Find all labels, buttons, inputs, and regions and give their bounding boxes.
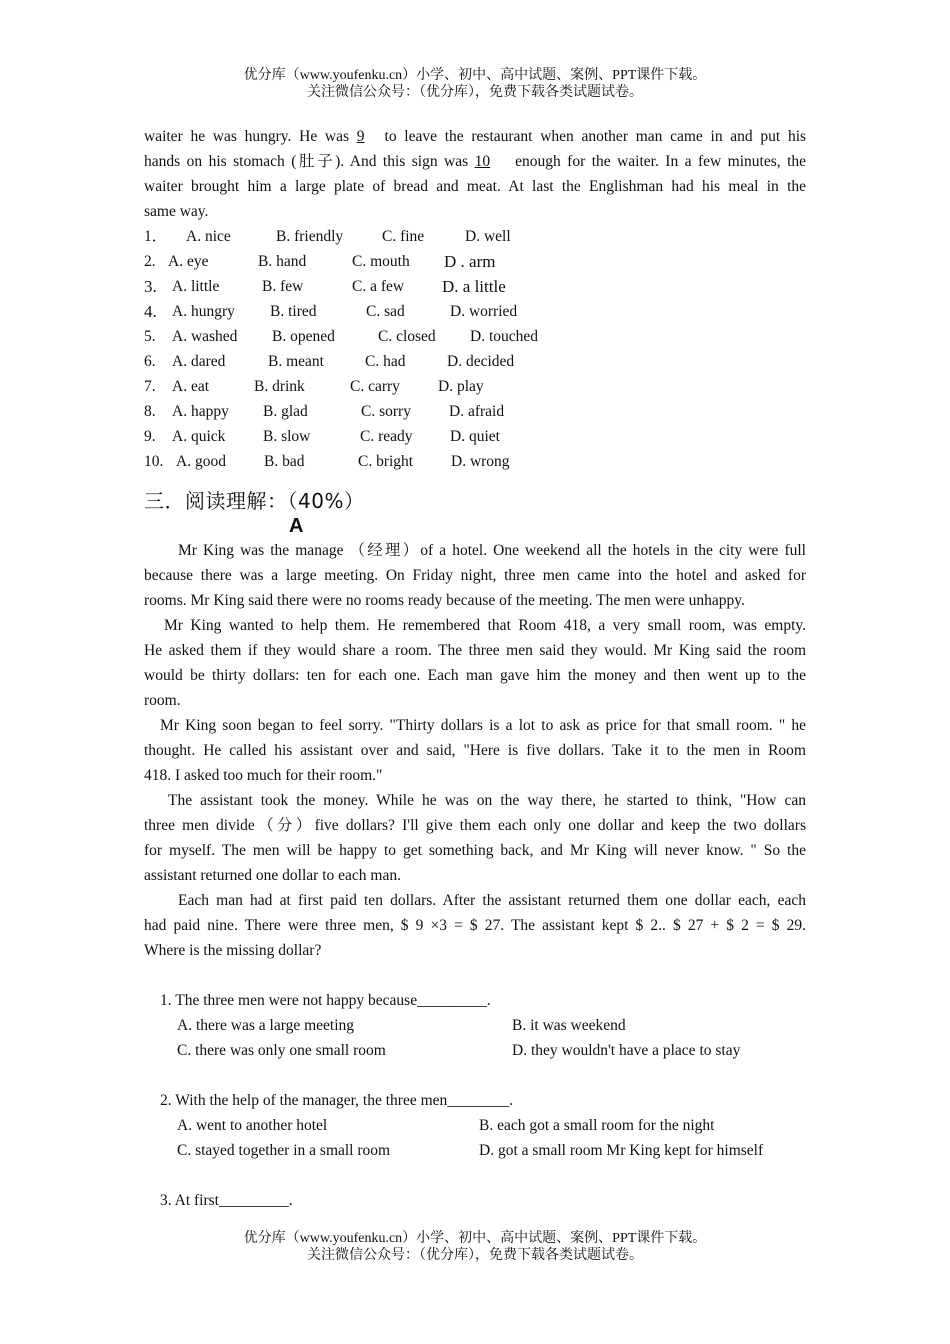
header-line-2: 关注微信公众号：（优分库），免费下载各类试题试卷。 (307, 85, 643, 100)
blank-9: 9 (356, 128, 365, 145)
cloze-options (144, 224, 806, 474)
option-row-10: 10. A. good B. bad C. bright D. wrong (144, 453, 510, 470)
question-3 (144, 1188, 806, 1213)
option-row-7: 7. A. eat B. drink C. carry D. play (144, 378, 484, 395)
option-b: B. each got a small room for the night (479, 1117, 715, 1134)
cloze-line: waiter he was hungry. He was 9 to leave the restaurant when another man came in and put his (144, 124, 806, 149)
page-content (144, 124, 806, 1213)
question-stem: 2. With the help of the manager, the three men________. (160, 1092, 514, 1109)
option-row-8: 8. A. happy B. glad C. sorry D. afraid (144, 403, 505, 420)
question-2 (144, 1088, 806, 1163)
option-row-3: 3. A. little B. few C. a few D. a little (144, 277, 506, 296)
footer-line-2: 关注微信公众号：（优分库），免费下载各类试题试卷。 (307, 1248, 643, 1263)
cloze-line: hands on his stomach (肚子). And this sign was 10 enough for the waiter. In a few minutes, the (144, 149, 806, 174)
paragraph-4: The assistant took the money. While he was on the way there, he started to think, "How can three men divide（分）five dollars? I'll give them each only one dollar and keep the two dollars for myself. The men will be happy to get something back, and Mr King will never know. " So the assistant returned one dollar to each man. (144, 792, 806, 884)
question-1 (144, 988, 806, 1063)
section-title: 三．阅读理解：（40%） (144, 489, 365, 513)
option-d: D. they wouldn't have a place to stay (512, 1042, 741, 1059)
option-row-5: 5. A. washed B. opened C. closed D. touched (144, 328, 539, 345)
question-stem: 1. The three men were not happy because_________. (160, 992, 491, 1009)
blank-10: 10 (474, 153, 491, 170)
paragraph-2: Mr King wanted to help them. He remembered that Room 418, a very small room, was empty. He asked them if they would share a room. The three men said they would. Mr King said the room would be thirty dollars: ten for each one. Each man gave him the money and then went up to the room. (144, 617, 806, 709)
section-letter: A (289, 515, 304, 537)
paragraph-1: Mr King was the manage （经理）of a hotel. One weekend all the hotels in the city were full because there was a large meeting. On Friday night, three men came into the hotel and asked for rooms. Mr King said there were no rooms ready because of the meeting. The men were unhappy. (144, 542, 806, 609)
option-b: B. it was weekend (512, 1017, 626, 1034)
paragraph-3: Mr King soon began to feel sorry. "Thirty dollars is a lot to ask as price for that small room. " he thought. He called his assistant over and said, "Here is five dollars. Take it to the men in Room 418. I asked too much for their room." (144, 717, 806, 784)
paragraph-5: Each man had at first paid ten dollars. After the assistant returned them one dollar each, each had paid nine. There were three men, $ 9 ×3 = $ 27. The assistant kept $ 2.. $ 27 + $ 2 = $ 29. Where is the missing dollar? (144, 892, 806, 959)
option-row-9: 9. A. quick B. slow C. ready D. quiet (144, 428, 500, 445)
page-footer (0, 1230, 950, 1264)
page-header (0, 67, 950, 101)
option-c: C. stayed together in a small room (177, 1142, 391, 1159)
cloze-line: same way. (144, 203, 209, 220)
option-row-2: 2. A. eye B. hand C. mouth D . arm (144, 252, 496, 271)
option-row-6: 6. A. dared B. meant C. had D. decided (144, 353, 515, 370)
reading-passage (144, 538, 806, 963)
option-row-4: 4. A. hungry B. tired C. sad D. worried (144, 302, 518, 321)
question-stem: 3. At first_________. (160, 1192, 293, 1209)
option-c: C. there was only one small room (177, 1042, 386, 1059)
option-a: A. there was a large meeting (177, 1017, 355, 1034)
cloze-passage (144, 124, 806, 224)
cloze-line: waiter brought him a large plate of bread and meat. At last the Englishman had his meal in the (144, 178, 806, 195)
header-line-1: 优分库（www.youfenku.cn）小学、初中、高中试题、案例、PPT课件下载。 (243, 68, 707, 83)
option-row-1: 1． A. nice B. friendly C. fine D. well (144, 228, 511, 245)
footer-line-1: 优分库（www.youfenku.cn）小学、初中、高中试题、案例、PPT课件下载。 (243, 1231, 707, 1246)
option-a: A. went to another hotel (177, 1117, 328, 1134)
option-d: D. got a small room Mr King kept for himself (479, 1142, 764, 1159)
